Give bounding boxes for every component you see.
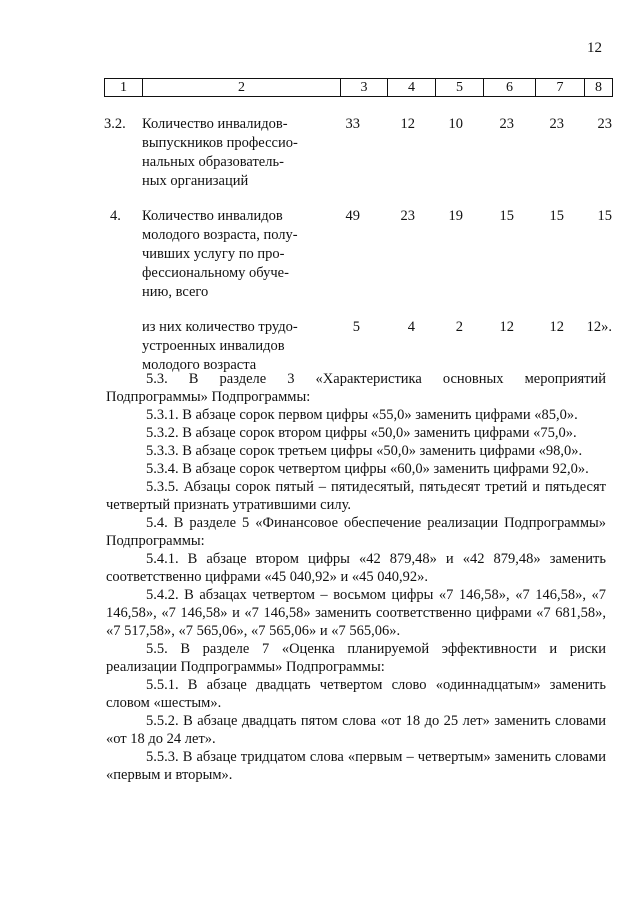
paragraph: 5.5. В разделе 7 «Оценка планируемой эффективности и риски реализации Подпрограммы» Подпрограммы: bbox=[106, 641, 606, 675]
row-value: 4 bbox=[407, 319, 415, 335]
paragraph: 5.3.4. В абзаце сорок четвертом цифры «60,0» заменить цифрами 92,0». bbox=[146, 461, 589, 477]
row-value: 15 bbox=[499, 208, 514, 224]
paragraph: 5.4. В разделе 5 «Финансовое обеспечение реализации Подпрограммы» Подпрограммы: bbox=[106, 515, 606, 549]
paragraph: 5.3.2. В абзаце сорок втором цифры «50,0» заменить цифрами «75,0». bbox=[146, 425, 577, 441]
row-number: 3.2. bbox=[104, 116, 126, 132]
paragraph: 5.3. В разделе 3 «Характеристика основных мероприятий Подпрограммы» Подпрограммы: bbox=[106, 371, 606, 405]
row-value: 19 bbox=[448, 208, 463, 224]
table-header-cell: 7 bbox=[536, 79, 585, 97]
table-body bbox=[104, 115, 612, 391]
row-value: 12 bbox=[499, 319, 514, 335]
table-header-cell: 6 bbox=[484, 79, 536, 97]
paragraph: 5.5.1. В абзаце двадцать четвертом слово «одиннадцатым» заменить словом «шестым». bbox=[106, 677, 606, 711]
row-value: 33 bbox=[345, 116, 360, 132]
row-value: 15 bbox=[549, 208, 564, 224]
row-value: 10 bbox=[448, 116, 463, 132]
row-value: 23 bbox=[400, 208, 415, 224]
table-header-cell: 1 bbox=[105, 79, 143, 97]
table-header-cell: 8 bbox=[585, 79, 613, 97]
paragraph: 5.5.2. В абзаце двадцать пятом слова «от 18 до 25 лет» заменить словами «от 18 до 24 лет». bbox=[106, 713, 606, 747]
row-number: 4. bbox=[110, 208, 121, 224]
row-indicator-name: из них количество трудо- устроенных инвалидов молодого возраста bbox=[142, 319, 298, 373]
row-value: 23 bbox=[549, 116, 564, 132]
paragraph: 5.4.1. В абзаце втором цифры «42 879,48» и «42 879,48» заменить соответственно цифрами «45 040,92» и «45 040,92». bbox=[106, 551, 606, 585]
table-row bbox=[104, 318, 612, 375]
row-value: 12 bbox=[549, 319, 564, 335]
table-header-cell: 5 bbox=[436, 79, 484, 97]
paragraph: 5.3.3. В абзаце сорок третьем цифры «50,0» заменить цифрами «98,0». bbox=[146, 443, 583, 459]
table-row bbox=[104, 115, 612, 191]
paragraph: 5.4.2. В абзацах четвертом – восьмом цифры «7 146,58», «7 146,58», «7 146,58», «7 146,58» и «7 146,58» заменить соответственно цифрами «7 681,58», «7 517,58», «7 565,06», «7 565,06» и «7 565,06». bbox=[106, 587, 606, 639]
row-indicator-name: Количество инвалидов молодого возраста, полу- чивших услугу по про- фессиональному обуче- нию, всего bbox=[142, 208, 298, 300]
row-value: 5 bbox=[352, 319, 360, 335]
row-value: 12». bbox=[586, 319, 612, 335]
table-header-cell: 4 bbox=[388, 79, 436, 97]
row-indicator-name: Количество инвалидов- выпускников профессио- нальных образователь- ных организаций bbox=[142, 116, 298, 189]
row-value: 2 bbox=[455, 319, 463, 335]
row-value: 12 bbox=[400, 116, 415, 132]
row-number bbox=[104, 318, 142, 375]
table-header-cell: 3 bbox=[341, 79, 388, 97]
paragraph: 5.3.5. Абзацы сорок пятый – пятидесятый, пятьдесят третий и пятьдесят четвертый признать утратившими силу. bbox=[106, 479, 606, 513]
paragraph: 5.5.3. В абзаце тридцатом слова «первым – четвертым» заменить словами «первым и вторым». bbox=[106, 749, 606, 783]
row-value: 15 bbox=[597, 208, 612, 224]
table-header-cell: 2 bbox=[143, 79, 341, 97]
row-value: 49 bbox=[345, 208, 360, 224]
page-number: 12 bbox=[587, 40, 602, 56]
row-value: 23 bbox=[597, 116, 612, 132]
row-value: 23 bbox=[499, 116, 514, 132]
amendment-text bbox=[106, 370, 606, 784]
paragraph: 5.3.1. В абзаце сорок первом цифры «55,0» заменить цифрами «85,0». bbox=[146, 407, 578, 423]
table-column-header bbox=[104, 78, 613, 97]
table-row bbox=[104, 207, 612, 302]
